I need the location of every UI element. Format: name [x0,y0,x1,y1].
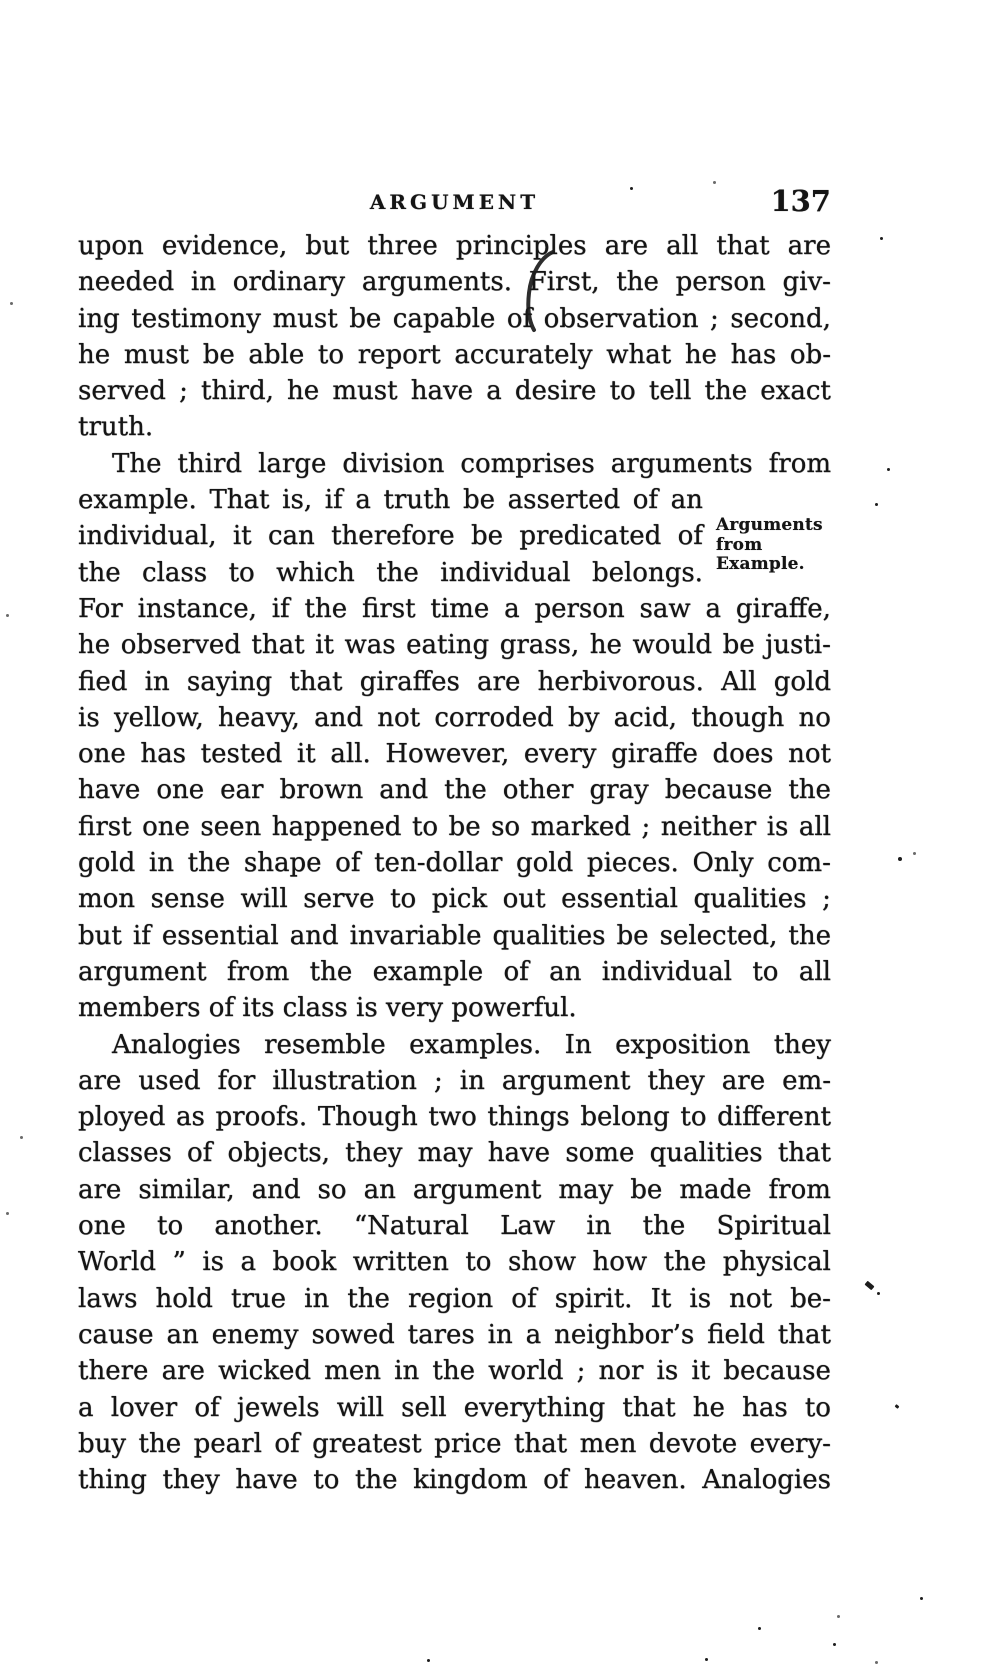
scan-speckle [20,1136,23,1139]
text-line: members of its class is very powerful. [78,993,577,1024]
page-title: ARGUMENT [369,190,540,214]
text-line: ing testimony must be capable of observation ; second, [78,303,831,334]
text-line: fied in saying that giraffes are herbivorous. All gold [78,666,831,697]
scan-speckle [758,1627,761,1630]
text-line: first one seen happened to be so marked ; neither is all [78,811,831,842]
scan-speckle [837,1615,840,1618]
scan-speckle [875,503,878,506]
text-line: example. That is, if a truth be asserted of an [78,485,703,516]
text-line: The third large division comprises arguments from [112,448,831,479]
text-line: gold in the shape of ten-dollar gold pieces. Only com- [78,848,831,879]
scan-speckle [833,1643,836,1646]
text-line: have one ear brown and the other gray because the [78,775,831,806]
text-line: World ” is a book written to show how the physical [78,1247,831,1278]
scan-speckle [10,302,13,305]
text-line: mon sense will serve to pick out essential qualities ; [78,884,831,915]
text-line: For instance, if the first time a person saw a giraffe, [78,593,831,624]
text-line: thing they have to the kingdom of heaven. Analogies [78,1465,831,1496]
scan-speckle [913,852,916,855]
scan-speckle [887,468,890,471]
pen-slash-mark [518,249,562,333]
body-text [78,228,831,1498]
scan-speckle [6,614,9,617]
text-line: one to another. “Natural Law in the Spiritual [78,1211,831,1242]
scan-speckle [864,1281,874,1291]
text-line: classes of objects, they may have some qualities that [78,1138,831,1169]
text-line: buy the pearl of greatest price that men devote every- [78,1428,831,1459]
scan-speckle [880,237,883,240]
margin-note-line: Arguments [716,515,823,535]
text-line: are similar, and so an argument may be made from [78,1174,831,1205]
scan-speckle [898,857,902,861]
text-line: Analogies resemble examples. In exposition they [112,1029,831,1060]
margin-note-line: Example. [716,554,805,574]
scan-speckle [427,1659,430,1662]
page-number: 137 [770,184,831,218]
text-line: individual, it can therefore be predicated of [78,521,703,552]
scan-speckle [877,1292,880,1295]
scan-speckle [6,1212,9,1215]
text-line: there are wicked men in the world ; nor is it because [78,1356,831,1387]
text-line: but if essential and invariable qualities be selected, the [78,920,831,951]
text-line: he observed that it was eating grass, he would be justi- [78,630,831,661]
scan-speckle [875,1661,878,1664]
scan-speckle [895,1404,900,1409]
paragraph [78,228,831,446]
text-line: is yellow, heavy, and not corroded by acid, though no [78,702,831,733]
text-line: argument from the example of an individual to all [78,956,831,987]
text-line: needed in ordinary arguments. First, the person giv- [78,267,831,298]
text-line: upon evidence, but three principles are all that are [78,231,831,261]
text-line: one has tested it all. However, every giraffe does not [78,739,831,770]
margin-note-line: from [716,534,763,555]
margin-note [716,516,836,575]
scan-speckle [920,1597,923,1600]
text-line: served ; third, he must have a desire to tell the exact [78,376,831,407]
text-line: laws hold true in the region of spirit. It is not be- [78,1283,831,1314]
text-line: truth. [78,412,154,443]
text-line: he must be able to report accurately what he has ob- [78,339,831,370]
text-line: ployed as proofs. Though two things belong to different [78,1102,831,1133]
text-line: the class to which the individual belongs. [78,557,703,588]
text-line: cause an enemy sowed tares in a neighbor’s field that [78,1319,831,1350]
text-line: are used for illustration ; in argument they are em- [78,1065,831,1096]
scan-speckle [713,181,716,184]
running-head [78,184,831,218]
paragraph [78,1027,831,1499]
scan-speckle [705,1658,708,1661]
scan-speckle [630,187,633,190]
text-line: a lover of jewels will sell everything that he has to [78,1392,831,1423]
